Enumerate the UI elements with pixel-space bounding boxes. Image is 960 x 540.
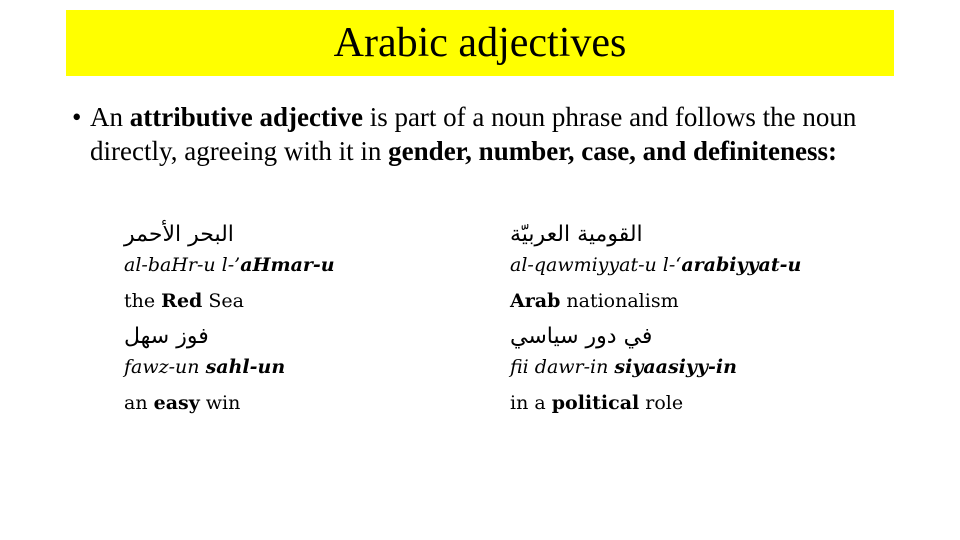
example-arabic: فوز سهل — [124, 324, 209, 349]
translit-plain: al-qawmiyyat-u l-‘ — [510, 254, 682, 276]
gloss-adjective: Arab — [510, 290, 561, 312]
example-arabic: في دور سياسي — [510, 324, 653, 349]
example-easy-win — [124, 322, 454, 420]
bullet-text-2: is part of a noun phrase and follows the noun directly, agreeing with it in — [90, 102, 857, 166]
bullet-paragraph — [72, 100, 884, 168]
gloss-after: win — [199, 392, 241, 414]
gloss-adjective: political — [551, 392, 640, 414]
example-transliteration — [124, 252, 454, 288]
gloss-after: Sea — [202, 290, 244, 312]
translit-adjective: aHmar-u — [240, 254, 335, 276]
translit-plain: fawz-un — [124, 356, 206, 378]
translit-plain: fii dawr-in — [510, 356, 615, 378]
gloss-before: an — [124, 392, 154, 414]
translit-plain: al-baHr-u l-’ — [124, 254, 241, 276]
example-gloss — [124, 288, 454, 318]
translit-adjective: siyaasiyy-in — [614, 356, 737, 378]
example-gloss — [124, 390, 454, 420]
example-arabic: القومية العربيّة — [510, 222, 643, 247]
example-arab-nationalism — [510, 220, 840, 318]
example-transliteration — [510, 354, 840, 390]
example-arabic: البحر الأحمر — [124, 222, 234, 247]
example-transliteration — [124, 354, 454, 390]
gloss-before: in a — [510, 392, 552, 414]
translit-adjective: arabiyyat-u — [681, 254, 802, 276]
example-transliteration — [510, 252, 840, 288]
bullet-bold-term: attributive adjective — [129, 102, 363, 132]
bullet-text-1: An — [90, 102, 130, 132]
slide-title: Arabic adjectives — [333, 20, 627, 66]
bullet-bold-features: gender, number, case, and definiteness: — [388, 136, 837, 166]
bullet-item — [72, 100, 884, 168]
example-political-role — [510, 322, 840, 420]
example-gloss — [510, 288, 840, 318]
gloss-after: role — [639, 392, 684, 414]
gloss-adjective: Red — [161, 290, 203, 312]
title-banner — [66, 10, 894, 76]
gloss-after: nationalism — [560, 290, 679, 312]
example-gloss — [510, 390, 840, 420]
example-red-sea — [124, 220, 454, 318]
gloss-adjective: easy — [153, 392, 200, 414]
translit-adjective: sahl-un — [205, 356, 286, 378]
bullet-dot: • — [72, 102, 82, 132]
gloss-before: the — [124, 290, 162, 312]
